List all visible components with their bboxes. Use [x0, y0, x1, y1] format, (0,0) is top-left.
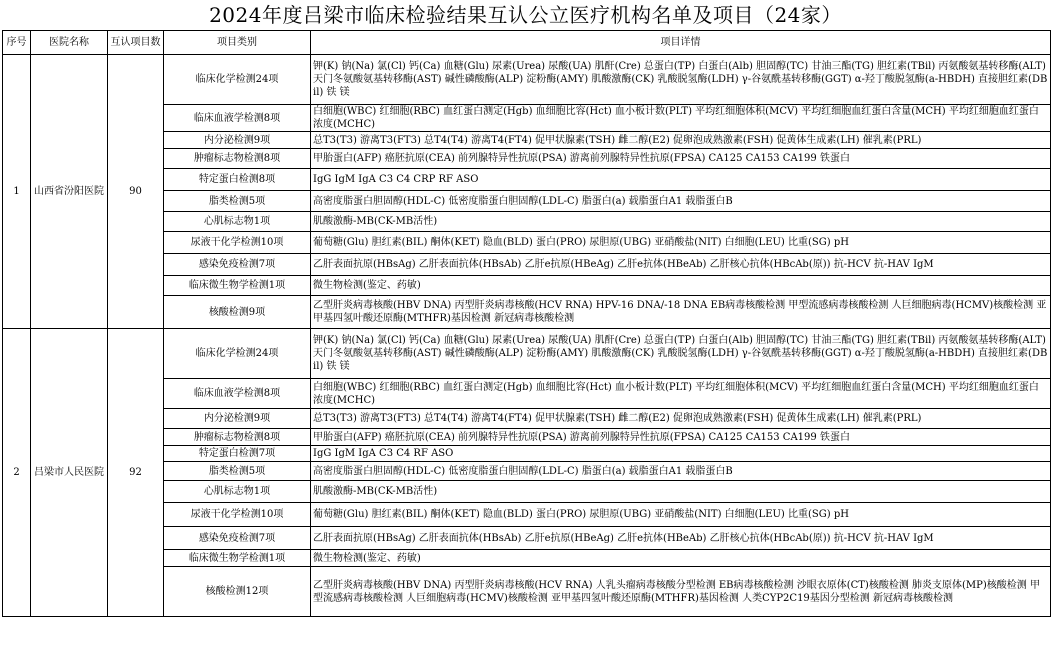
details-cell: 甲胎蛋白(AFP) 癌胚抗原(CEA) 前列腺特异性抗原(PSA) 游离前列腺特异性抗原(FPSA) CA125 CA153 CA199 铁蛋白: [311, 149, 1051, 169]
details-cell: IgG IgM IgA C3 C4 RF ASO: [311, 446, 1051, 462]
details-cell: 钾(K) 钠(Na) 氯(Cl) 钙(Ca) 血糖(Glu) 尿素(Urea) 尿酸(UA) 肌酐(Cre) 总蛋白(TP) 白蛋白(Alb) 胆固醇(TC) 甘油三酯(TG) 胆红素(TBil) 丙氨酸氨基转移酶(ALT) 天门冬氨酸氨基转移酶(AST) 碱性磷酸酶(ALP) 淀粉酶(AMY) 肌酸激酶(CK) 乳酸脱氢酶(LDH) γ-谷氨酰基转移酶(GGT) α-羟丁酸脱氢酶(a-HBDH) 直接胆红素(DBil) 铁 镁: [311, 55, 1051, 105]
table-row: [3, 55, 1051, 105]
hospital-name-cell: 吕梁市人民医院: [31, 329, 108, 617]
header-index: 序号: [3, 31, 31, 55]
details-cell: 总T3(T3) 游离T3(FT3) 总T4(T4) 游离T4(FT4) 促甲状腺素(TSH) 雌二醇(E2) 促卵泡成熟激素(FSH) 促黄体生成素(LH) 催乳素(PRL): [311, 409, 1051, 429]
category-cell: 临床化学检测24项: [164, 55, 311, 105]
category-cell: 临床化学检测24项: [164, 329, 311, 379]
category-cell: 肿瘤标志物检测8项: [164, 149, 311, 169]
category-cell: 尿液干化学检测10项: [164, 232, 311, 254]
category-cell: 尿液干化学检测10项: [164, 503, 311, 527]
details-cell: 肌酸激酶-MB(CK-MB活性): [311, 481, 1051, 503]
category-cell: 感染免疫检测7项: [164, 254, 311, 276]
header-hospital-name: 医院名称: [31, 31, 108, 55]
hospital-name-cell: 山西省汾阳医院: [31, 55, 108, 329]
category-cell: 脂类检测5项: [164, 191, 311, 212]
item-count-cell: 90: [108, 55, 164, 329]
category-cell: 临床微生物学检测1项: [164, 276, 311, 296]
details-cell: 乙型肝炎病毒核酸(HBV DNA) 丙型肝炎病毒核酸(HCV RNA) HPV-16 DNA/-18 DNA EB病毒核酸检测 甲型流感病毒核酸检测 人巨细胞病毒(HCMV)核酸检测 亚甲基四氢叶酸还原酶(MTHFR)基因检测 新冠病毒核酸检测: [311, 296, 1051, 329]
category-cell: 感染免疫检测7项: [164, 527, 311, 550]
details-cell: 微生物检测(鉴定、药敏): [311, 550, 1051, 567]
category-cell: 临床血液学检测8项: [164, 105, 311, 132]
header-item-count: 互认项目数: [108, 31, 164, 55]
details-cell: 微生物检测(鉴定、药敏): [311, 276, 1051, 296]
details-cell: IgG IgM IgA C3 C4 CRP RF ASO: [311, 169, 1051, 191]
details-cell: 高密度脂蛋白胆固醇(HDL-C) 低密度脂蛋白胆固醇(LDL-C) 脂蛋白(a) 载脂蛋白A1 载脂蛋白B: [311, 462, 1051, 481]
item-count-cell: 92: [108, 329, 164, 617]
category-cell: 特定蛋白检测8项: [164, 169, 311, 191]
details-cell: 葡萄糖(Glu) 胆红素(BIL) 酮体(KET) 隐血(BLD) 蛋白(PRO) 尿胆原(UBG) 亚硝酸盐(NIT) 白细胞(LEU) 比重(SG) pH: [311, 232, 1051, 254]
details-cell: 甲胎蛋白(AFP) 癌胚抗原(CEA) 前列腺特异性抗原(PSA) 游离前列腺特异性抗原(FPSA) CA125 CA153 CA199 铁蛋白: [311, 429, 1051, 446]
table-header-row: [3, 31, 1051, 55]
index-cell: 2: [3, 329, 31, 617]
category-cell: 特定蛋白检测7项: [164, 446, 311, 462]
category-cell: 临床微生物学检测1项: [164, 550, 311, 567]
table-row: [3, 329, 1051, 379]
header-category: 项目类别: [164, 31, 311, 55]
category-cell: 核酸检测9项: [164, 296, 311, 329]
details-cell: 钾(K) 钠(Na) 氯(Cl) 钙(Ca) 血糖(Glu) 尿素(Urea) 尿酸(UA) 肌酐(Cre) 总蛋白(TP) 白蛋白(Alb) 胆固醇(TC) 甘油三酯(TG) 胆红素(TBil) 丙氨酸氨基转移酶(ALT) 天门冬氨酸氨基转移酶(AST) 碱性磷酸酶(ALP) 淀粉酶(AMY) 肌酸激酶(CK) 乳酸脱氢酶(LDH) γ-谷氨酰基转移酶(GGT) α-羟丁酸脱氢酶(a-HBDH) 直接胆红素(DBil) 铁 镁: [311, 329, 1051, 379]
category-cell: 肿瘤标志物检测8项: [164, 429, 311, 446]
details-cell: 乙肝表面抗原(HBsAg) 乙肝表面抗体(HBsAb) 乙肝e抗原(HBeAg) 乙肝e抗体(HBeAb) 乙肝核心抗体(HBcAb(原)) 抗-HCV 抗-HAV IgM: [311, 254, 1051, 276]
details-cell: 高密度脂蛋白胆固醇(HDL-C) 低密度脂蛋白胆固醇(LDL-C) 脂蛋白(a) 载脂蛋白A1 载脂蛋白B: [311, 191, 1051, 212]
details-cell: 总T3(T3) 游离T3(FT3) 总T4(T4) 游离T4(FT4) 促甲状腺素(TSH) 雌二醇(E2) 促卵泡成熟激素(FSH) 促黄体生成素(LH) 催乳素(PRL): [311, 132, 1051, 149]
details-cell: 白细胞(WBC) 红细胞(RBC) 血红蛋白测定(Hgb) 血细胞比容(Hct) 血小板计数(PLT) 平均红细胞体积(MCV) 平均红细胞血红蛋白含量(MCH) 平均红细胞血红蛋白浓度(MCHC): [311, 379, 1051, 409]
details-cell: 白细胞(WBC) 红细胞(RBC) 血红蛋白测定(Hgb) 血细胞比容(Hct) 血小板计数(PLT) 平均红细胞体积(MCV) 平均红细胞血红蛋白含量(MCH) 平均红细胞血红蛋白浓度(MCHC): [311, 105, 1051, 132]
category-cell: 内分泌检测9项: [164, 409, 311, 429]
category-cell: 核酸检测12项: [164, 567, 311, 617]
category-cell: 临床血液学检测8项: [164, 379, 311, 409]
details-cell: 乙肝表面抗原(HBsAg) 乙肝表面抗体(HBsAb) 乙肝e抗原(HBeAg) 乙肝e抗体(HBeAb) 乙肝核心抗体(HBcAb(原)) 抗-HCV 抗-HAV IgM: [311, 527, 1051, 550]
details-cell: 肌酸激酶-MB(CK-MB活性): [311, 212, 1051, 232]
document-title: 2024年度吕梁市临床检验结果互认公立医疗机构名单及项目（24家）: [209, 3, 842, 27]
details-cell: 乙型肝炎病毒核酸(HBV DNA) 丙型肝炎病毒核酸(HCV RNA) 人乳头瘤病毒核酸分型检测 EB病毒核酸检测 沙眼衣原体(CT)核酸检测 肺炎支原体(MP)核酸检测 甲型流感病毒核酸检测 人巨细胞病毒(HCMV)核酸检测 亚甲基四氢叶酸还原酶(MTHFR)基因检测 人类CYP2C19基因分型检测 新冠病毒核酸检测: [311, 567, 1051, 617]
category-cell: 心肌标志物1项: [164, 212, 311, 232]
category-cell: 脂类检测5项: [164, 462, 311, 481]
table-body: [3, 55, 1051, 617]
index-cell: 1: [3, 55, 31, 329]
category-cell: 内分泌检测9项: [164, 132, 311, 149]
header-details: 项目详情: [311, 31, 1051, 55]
details-cell: 葡萄糖(Glu) 胆红素(BIL) 酮体(KET) 隐血(BLD) 蛋白(PRO) 尿胆原(UBG) 亚硝酸盐(NIT) 白细胞(LEU) 比重(SG) pH: [311, 503, 1051, 527]
category-cell: 心肌标志物1项: [164, 481, 311, 503]
institution-table: [2, 30, 1051, 617]
